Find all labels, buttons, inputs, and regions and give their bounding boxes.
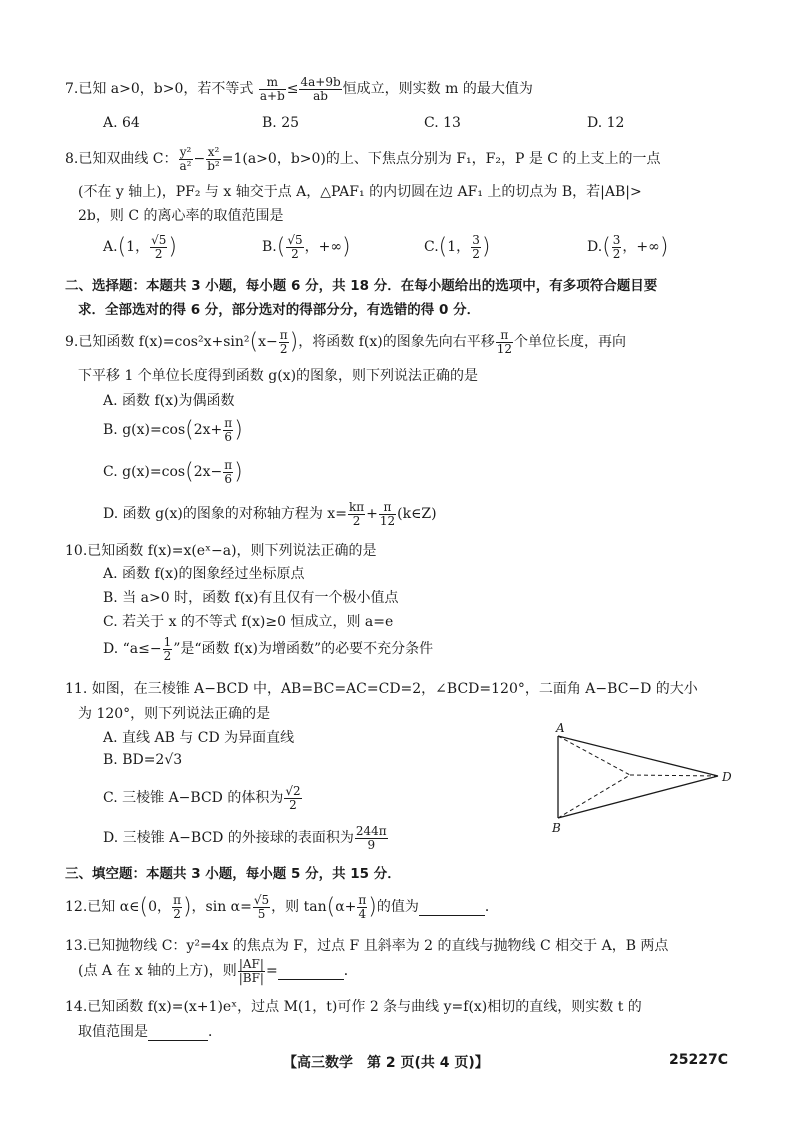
q8-option-b: B.( $\frac{√5}{2}$ ，+∞) [262, 233, 351, 261]
q7-fraction-m: $\frac{m}{a+b}$ [259, 75, 285, 103]
q14-stem-line1: 14.已知函数 f(x)=(x+1)eˣ，过点 M(1，t)可作 2 条与曲线 y=f(x)相切的直线，则实数 t 的 [65, 999, 642, 1015]
section-2-header-line2: 求．全部选对的得 6 分，部分选对的得部分分，有选错的得 0 分． [78, 302, 481, 318]
q7-option-b: B. 25 [262, 115, 300, 131]
q8-stem-line2: (不在 y 轴上)，PF₂ 与 x 轴交于点 A，△PAF₁ 的内切圆在边 AF₁ 上的切点为 B，若|AB|> [78, 184, 642, 200]
q10-option-b: B. 当 a>0 时，函数 f(x)有且仅有一个极小值点 [103, 590, 399, 606]
q14-answer-blank[interactable] [148, 1024, 208, 1041]
vertex-label-a: A [556, 721, 565, 735]
q13-answer-blank[interactable] [278, 963, 344, 980]
q9-option-c: C. g(x)=cos(2x− $\frac{\pi}{6}$ ) [103, 458, 243, 486]
q10-option-c: C. 若关于 x 的不等式 f(x)≥0 恒成立，则 a=e [103, 614, 394, 630]
q8-stem-line3: 2b，则 C 的离心率的取值范围是 [78, 208, 284, 224]
q11-option-d: D. 三棱锥 A−BCD 的外接球的表面积为 $\frac{244\pi}{9}$ [103, 824, 387, 852]
q7-option-a: A. 64 [103, 115, 140, 131]
q11-stem-line1: 11. 如图，在三棱锥 A−BCD 中，AB=BC=AC=CD=2，∠BCD=120°，二面角 A−BC−D 的大小 [65, 681, 698, 697]
vertex-label-d: D [722, 770, 732, 784]
q7-fraction-right: $\frac{4a+9b}{ab}$ [300, 75, 341, 103]
q12-answer-blank[interactable] [419, 899, 485, 916]
exam-code: 25227C [669, 1052, 728, 1068]
q10-option-a: A. 函数 f(x)的图象经过坐标原点 [103, 566, 305, 582]
q7-option-c: C. 13 [424, 115, 461, 131]
q9-stem: 9.已知函数 f(x)=cos²x+sin²(x− $\frac{\pi}{2}$ )，将函数 f(x)的图象先向右平移 $\frac{\pi}{12}$ 个单位长度，再向 [65, 328, 626, 356]
q10-option-d: D. “a≤− $\frac{1}{2}$ ”是“函数 f(x)为增函数”的必要不充分条件 [103, 635, 434, 663]
q8-stem: 8.已知双曲线 C： $\frac{\text{y²}}{\text{a²}}$ − $\frac{\text{x²}}{\text{b²}}$ =1(a>0，b>0)的上、下焦点分别为 F₁，F₂，P 是 C 的上支上的一点 [65, 145, 661, 173]
q9-option-d: D. 函数 g(x)的图象的对称轴方程为 x= $\frac{k\pi}{2}$ + $\frac{\pi}{12}$ (k∈Z) [103, 500, 437, 528]
q8-option-d: D.( $\frac{3}{2}$ ，+∞) [587, 233, 669, 261]
page-footer-label: 【高三数学 第 2 页(共 4 页)】 [283, 1055, 489, 1071]
q10-stem: 10.已知函数 f(x)=x(eˣ−a)，则下列说法正确的是 [65, 543, 377, 559]
q11-option-b: B. BD=2√3 [103, 752, 183, 768]
q13-stem-line1: 13.已知抛物线 C：y²=4x 的焦点为 F，过点 F 且斜率为 2 的直线与抛物线 C 相交于 A，B 两点 [65, 938, 669, 954]
q11-option-c: C. 三棱锥 A−BCD 的体积为 $\frac{√2}{2}$ [103, 784, 301, 812]
q11-stem-line2: 为 120°，则下列说法正确的是 [78, 706, 271, 722]
q13-stem-line2: (点 A 在 x 轴的上方)，则 $\frac{|AF|}{|BF|}$ = ． [78, 957, 358, 985]
q12-stem: 12.已知 α∈(0， $\frac{\pi}{2}$ )，sin α= $\frac{√5}{5}$ ，则 tan(α+ $\frac{\pi}{4}$ )的值为 ． [65, 893, 499, 921]
q14-stem-line2: 取值范围是 ． [78, 1024, 222, 1040]
q8-option-a: A.(1， $\frac{√5}{2}$ ) [103, 233, 177, 261]
q9-option-b: B. g(x)=cos(2x+ $\frac{\pi}{6}$ ) [103, 416, 243, 444]
vertex-label-b: B [552, 821, 561, 835]
q9-option-a: A. 函数 f(x)为偶函数 [103, 393, 235, 409]
q8-option-c: C.(1， $\frac{3}{2}$ ) [424, 233, 491, 261]
tetrahedron-figure [546, 718, 736, 838]
q7-stem-suffix: 恒成立，则实数 m 的最大值为 [342, 81, 533, 98]
q7-option-d: D. 12 [587, 115, 625, 131]
q11-option-a: A. 直线 AB 与 CD 为异面直线 [103, 730, 295, 746]
q7-stem: 7.已知 a>0，b>0，若不等式 $\frac{m}{a+b}$ ≤ $\frac{4a+9b}{ab}$ 恒成立，则实数 m 的最大值为 [65, 75, 533, 103]
section-2-header-line1: 二、选择题：本题共 3 小题，每小题 6 分，共 18 分．在每小题给出的选项中，有多项符合题目要 [65, 278, 658, 294]
q7-stem-prefix: 7.已知 a>0，b>0，若不等式 [65, 81, 254, 98]
section-3-header: 三、填空题：本题共 3 小题，每小题 5 分，共 15 分． [65, 866, 401, 882]
q9-stem-line2: 下平移 1 个单位长度得到函数 g(x)的图象，则下列说法正确的是 [78, 368, 479, 384]
